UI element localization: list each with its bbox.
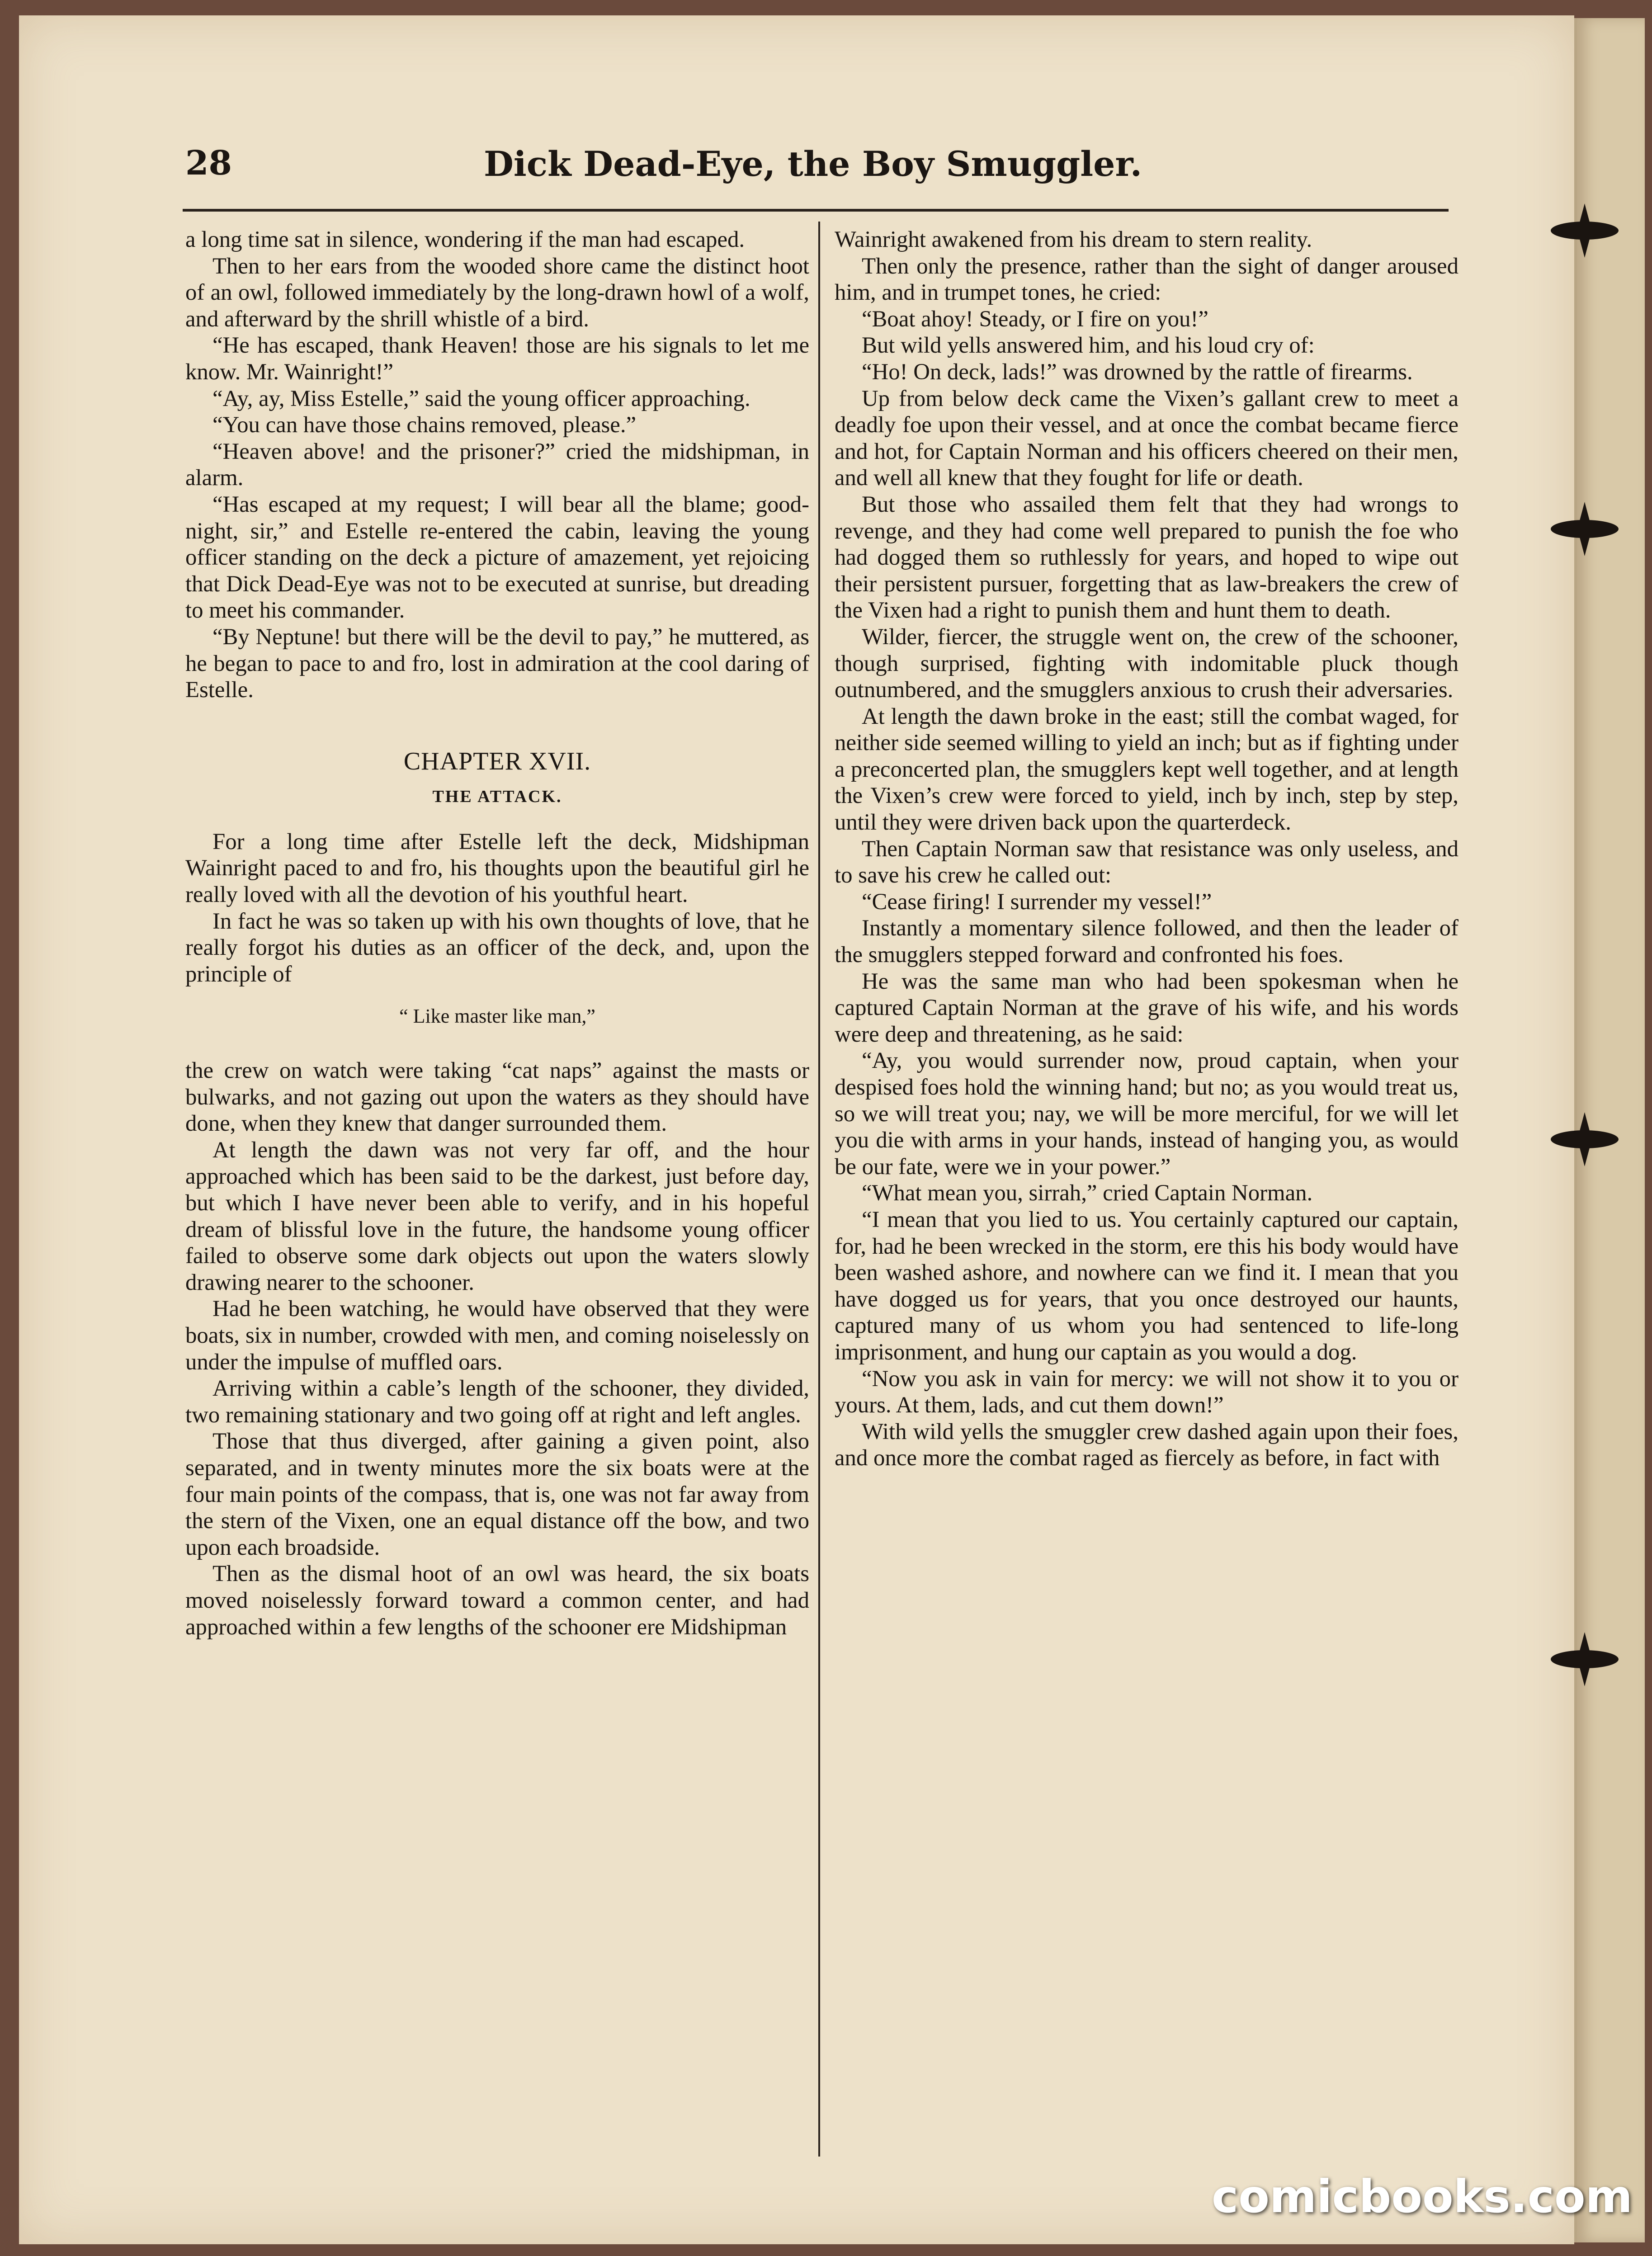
paragraph: “Cease firing! I surrender my vessel!” bbox=[862, 888, 1212, 914]
header-rule bbox=[183, 209, 1449, 212]
paragraph: “Now you ask in vain for mercy: we will not show it to you or yours. At them, lads, and cut them down!” bbox=[835, 1365, 1458, 1418]
paragraph: Then to her ears from the wooded shore came the distinct hoot of an owl, followed immediately by the long-drawn howl of a wolf, and afterward by the shrill whistle of a bird. bbox=[185, 253, 809, 331]
paragraph: With wild yells the smuggler crew dashed again upon their foes, and once more the combat raged as fiercely as before, in fact with bbox=[835, 1418, 1458, 1471]
chapter-subtitle: THE ATTACK. bbox=[432, 787, 562, 807]
paragraph: “Has escaped at my request; I will bear all the blame; good-night, sir,” and Estelle re-entered the cabin, leaving the young officer standing on the deck a picture of amazement, yet rejoicing that Dick Dead-Eye was not to be executed at sunrise, but dreading to meet his commander. bbox=[185, 491, 809, 623]
staple-hole bbox=[1551, 1130, 1619, 1148]
paragraph: Then Captain Norman saw that resistance was only useless, and to save his crew he called out: bbox=[835, 835, 1458, 888]
paragraph: Instantly a momentary silence followed, and then the leader of the smugglers stepped forward and confronted his foes. bbox=[835, 915, 1458, 968]
paragraph: Up from below deck came the Vixen’s gallant crew to meet a deadly foe upon their vessel, and at once the combat became fierce and hot, for Captain Norman and his officers cheered on their men, and well all knew that they fought for life or death. bbox=[835, 385, 1458, 491]
paragraph: But wild yells answered him, and his loud cry of: bbox=[862, 332, 1315, 358]
left-column bbox=[185, 226, 809, 2125]
running-title: Dick Dead-Eye, the Boy Smuggler. bbox=[484, 144, 1142, 184]
paragraph: Those that thus diverged, after gaining a given point, also separated, and in twenty minutes more the six boats were at the four main points of the compass, that is, one was not far away from the stern of the Vixen, one an equal distance off the bow, and two upon each broadside. bbox=[185, 1428, 809, 1560]
site-watermark: comicbooks.com bbox=[1212, 2170, 1633, 2223]
paragraph: a long time sat in silence, wondering if the man had escaped. bbox=[185, 227, 745, 252]
paragraph: “Ay, ay, Miss Estelle,” said the young officer approaching. bbox=[212, 385, 750, 411]
paragraph: Wainright awakened from his dream to stern reality. bbox=[835, 227, 1312, 252]
staple-hole bbox=[1551, 222, 1619, 240]
column-divider bbox=[818, 222, 820, 2157]
page-number: 28 bbox=[185, 144, 232, 183]
staple-hole bbox=[1551, 520, 1619, 538]
paragraph: “You can have those chains removed, please.” bbox=[212, 412, 637, 438]
paragraph: Then as the dismal hoot of an owl was heard, the six boats moved noiselessly forward toward a common center, and had approached within a few lengths of the schooner ere Midshipman bbox=[185, 1561, 809, 1639]
paragraph: For a long time after Estelle left the deck, Midshipman Wainright paced to and fro, his thoughts upon the beautiful girl he really loved with all the devotion of his youthful heart. bbox=[185, 828, 809, 907]
paragraph: Then only the presence, rather than the sight of danger aroused him, and in trumpet tones, he cried: bbox=[835, 253, 1458, 305]
paragraph: “Ay, you would surrender now, proud captain, when your despised foes hold the winning hand; but no; as you would treat us, so we will treat you; nay, we will be more merciful, for we will let you die with arms in your hands, instead of hanging you, as would be our fate, were we in your power.” bbox=[835, 1048, 1458, 1179]
chapter-heading: CHAPTER XVII. bbox=[403, 747, 591, 775]
paragraph: In fact he was so taken up with his own thoughts of love, that he really forgot his duties as an officer of the deck, and, upon the principle of bbox=[185, 908, 809, 986]
paragraph: “Heaven above! and the prisoner?” cried the midshipman, in alarm. bbox=[185, 438, 809, 491]
paragraph: He was the same man who had been spokesman when he captured Captain Norman at the grave of his wife, and his words were deep and threatening, as he said: bbox=[835, 968, 1458, 1047]
paragraph: But those who assailed them felt that they had wrongs to revenge, and they had come well prepared to punish the foe who had dogged them so ruthlessly for years, and hoped to wipe out their persistent pursuer, forgetting that as law-breakers the crew of the Vixen had a right to punish them and hunt them to death. bbox=[835, 491, 1458, 623]
paragraph: “What mean you, sirrah,” cried Captain Norman. bbox=[862, 1180, 1313, 1206]
running-header bbox=[167, 144, 1451, 203]
staple-hole bbox=[1551, 1650, 1619, 1668]
paragraph: At length the dawn broke in the east; still the combat waged, for neither side seemed willing to yield an inch; but as if fighting under a preconcerted plan, the smugglers kept well together, and at length the Vixen’s crew were forced to yield, inch by inch, step by step, until they were driven back upon the quarterdeck. bbox=[835, 703, 1458, 835]
paragraph: At length the dawn was not very far off, and the hour approached which has been said to be the darkest, just before day, but which I have never been able to verify, and in his hopeful dream of blissful love in the future, the handsome young officer failed to observe some dark objects out upon the waters slowly drawing nearer to the schooner. bbox=[185, 1137, 809, 1295]
quoted-verse: “ Like master like man,” bbox=[399, 1005, 595, 1028]
paragraph: “Boat ahoy! Steady, or I fire on you!” bbox=[862, 306, 1208, 331]
paragraph: Had he been watching, he would have observed that they were boats, six in number, crowded with men, and coming noiselessly on under the impulse of muffled oars. bbox=[185, 1296, 809, 1374]
paragraph: “I mean that you lied to us. You certainly captured our captain, for, had he been wrecked in the storm, ere this his body would have been washed ashore, and nowhere can we find it. I mean that you have dogged us for years, that you once destroyed our haunts, captured many of us whom you had sentenced to life-long imprisonment, and hung our captain as you would a dog. bbox=[835, 1206, 1458, 1364]
right-column bbox=[835, 226, 1458, 2125]
paragraph: the crew on watch were taking “cat naps” against the masts or bulwarks, and not gazing out upon the waters as they should have done, when they knew that danger surrounded them. bbox=[185, 1057, 809, 1136]
paragraph: “Ho! On deck, lads!” was drowned by the rattle of firearms. bbox=[862, 359, 1413, 384]
paragraph: Wilder, fiercer, the struggle went on, the crew of the schooner, though surprised, fighting with indomitable pluck though outnumbered, and the smugglers anxious to crush their adversaries. bbox=[835, 623, 1458, 703]
paragraph: Arriving within a cable’s length of the schooner, they divided, two remaining stationary and two going off at right and left angles. bbox=[185, 1375, 809, 1427]
paragraph: “By Neptune! but there will be the devil to pay,” he muttered, as he began to pace to and fro, lost in admiration at the cool daring of Estelle. bbox=[185, 623, 809, 703]
paragraph: “He has escaped, thank Heaven! those are his signals to let me know. Mr. Wainright!” bbox=[185, 332, 809, 384]
